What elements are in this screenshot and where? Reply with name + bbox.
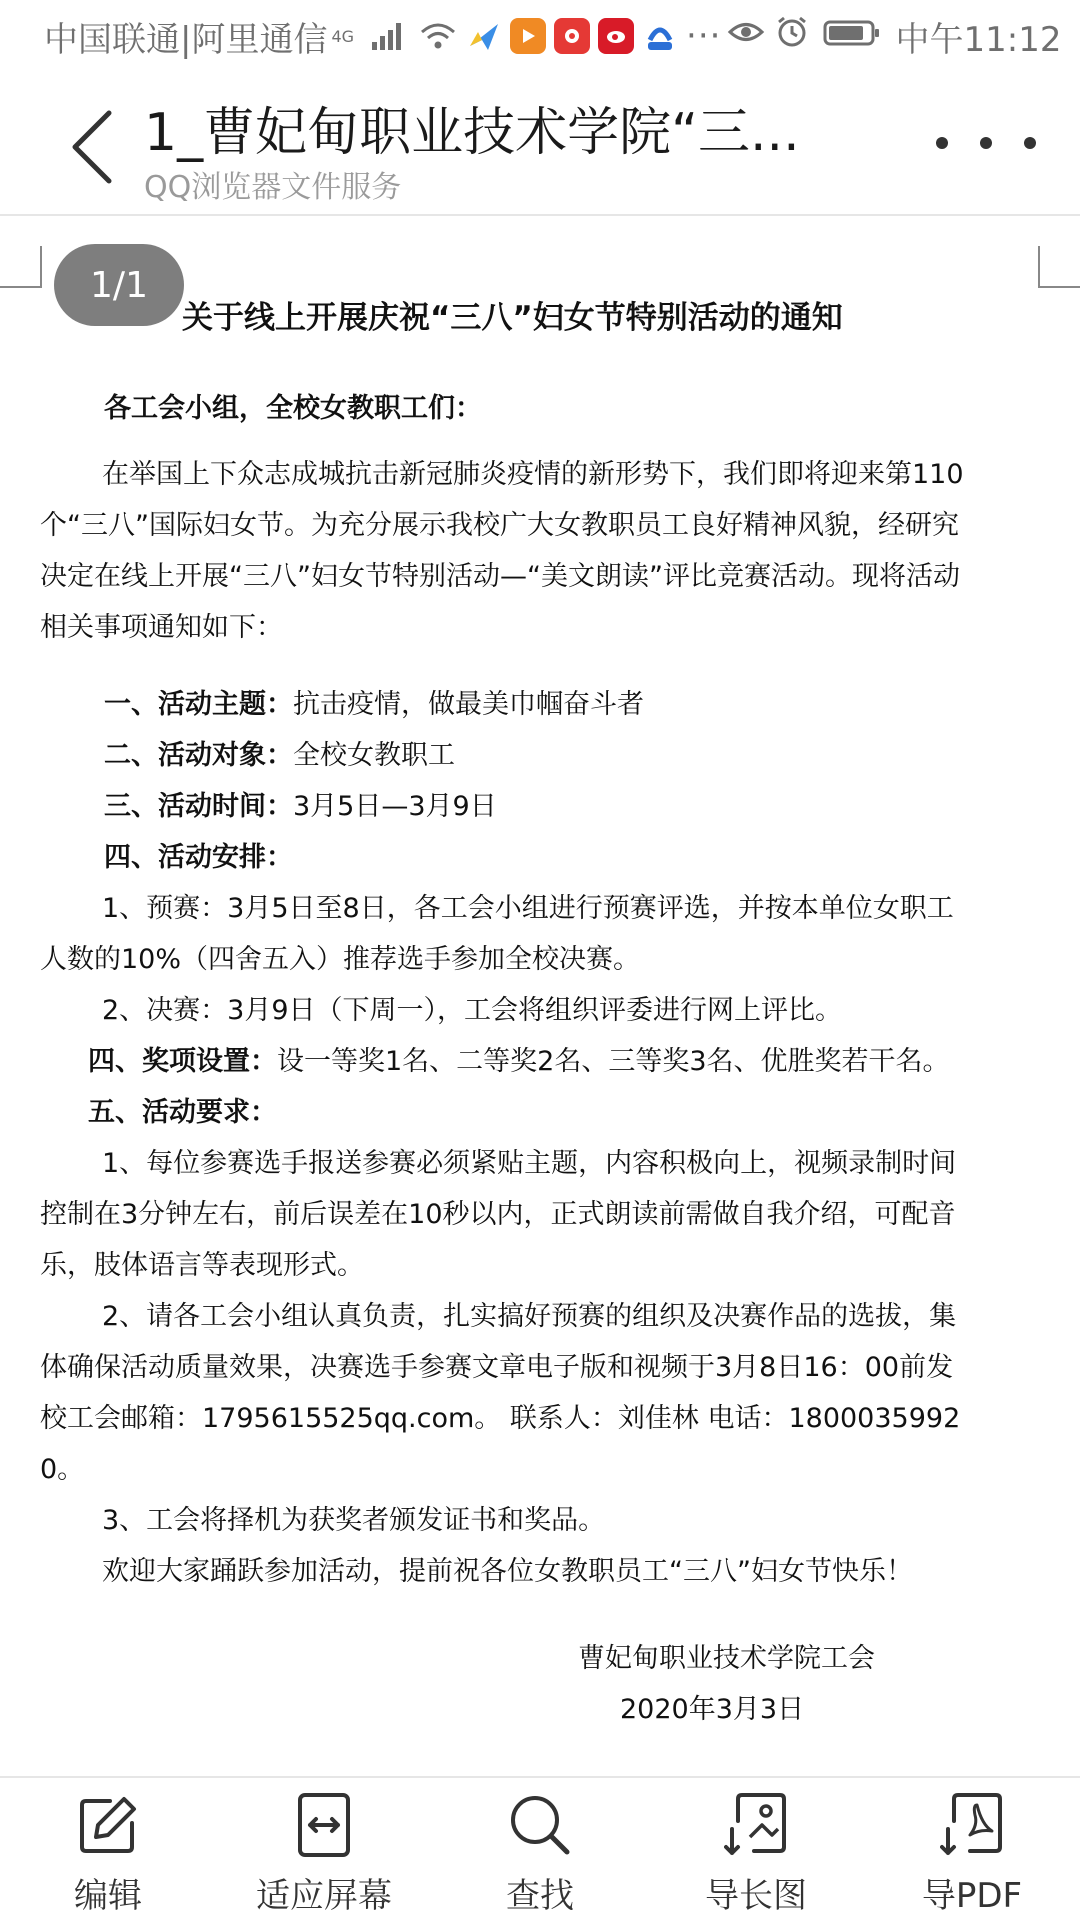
status-icons [362, 18, 678, 54]
alarm-icon [775, 15, 809, 58]
item-time [104, 784, 497, 823]
item-text: 3月5日—3月9日 [293, 791, 497, 822]
requirement-line: 乐，肢体语言等表现形式。 [40, 1250, 364, 1281]
fit-screen-icon [289, 1790, 359, 1860]
intro-line: 个“三八”国际妇女节。为充分展示我校广大女教职员工良好精神风貌，经研究 [40, 510, 959, 541]
bottom-toolbar [0, 1776, 1080, 1920]
item-text: 抗击疫情，做最美巾帼奋斗者 [293, 689, 644, 720]
requirement-line: 3、工会将择机为获奖者颁发证书和奖品。 [102, 1505, 606, 1536]
more-notifications-indicator: ··· [686, 16, 722, 56]
greeting: 各工会小组，全校女教职工们： [104, 393, 482, 424]
page-crop-mark-left [0, 246, 42, 288]
long-image-icon [721, 1790, 791, 1860]
document-source: QQ浏览器文件服务 [144, 170, 402, 205]
awards [88, 1039, 950, 1078]
search-icon [505, 1790, 575, 1860]
fit-screen-button[interactable] [224, 1778, 424, 1918]
intro-line: 决定在线上开展“三八”妇女节特别活动—“美文朗读”评比竞赛活动。现将活动 [40, 561, 960, 592]
arrangement-line: 2、决赛：3月9日（下周一），工会将组织评委进行网上评比。 [102, 995, 843, 1026]
requirements-heading: 五、活动要求： [88, 1097, 277, 1128]
item-label: 二、活动对象： [104, 740, 293, 771]
app-header [0, 72, 1080, 216]
edit-icon [73, 1790, 143, 1860]
closing-line: 欢迎大家踊跃参加活动，提前祝各位女教职员工“三八”妇女节快乐！ [102, 1556, 913, 1587]
chevron-left-icon [69, 109, 113, 185]
app-notification-icon-1 [466, 18, 502, 54]
export-long-image-label: 导长图 [705, 1876, 807, 1916]
fit-screen-label: 适应屏幕 [256, 1876, 392, 1916]
item-theme [104, 682, 644, 721]
requirement-line: 校工会邮箱：1795615525qq.com。 联系人：刘佳林 电话：1800035992 [40, 1403, 961, 1434]
page-indicator: 1/1 [54, 244, 184, 326]
carrier-label: 中国联通|阿里通信 [44, 19, 328, 60]
network-type: 4G [331, 26, 355, 46]
pdf-icon [937, 1790, 1007, 1860]
page-crop-mark-right [1038, 246, 1080, 288]
item-label: 三、活动时间： [104, 791, 293, 822]
requirement-line: 控制在3分钟左右，前后误差在10秒以内，正式朗读前需做自我介绍，可配音 [40, 1199, 956, 1230]
requirement-line: 1、每位参赛选手报送参赛必须紧贴主题，内容积极向上，视频录制时间 [102, 1148, 957, 1179]
requirement-line: 体确保活动质量效果，决赛选手参赛文章电子版和视频于3月8日16：00前发 [40, 1352, 954, 1383]
arrangement-line: 人数的10%（四舍五入）推荐选手参加全校决赛。 [40, 944, 641, 975]
back-button[interactable] [56, 102, 126, 192]
news-app-icon [554, 18, 590, 54]
battery-icon [823, 16, 881, 56]
requirement-line: 0。 [40, 1454, 85, 1485]
dot-icon [980, 137, 992, 149]
status-bar [0, 0, 1080, 72]
video-app-icon [510, 18, 546, 54]
app-notification-icon-4 [598, 18, 634, 54]
weibo-app-icon [598, 18, 634, 54]
clock: 中午11:12 [895, 19, 1062, 60]
app-notification-icon-3 [554, 18, 590, 54]
dot-icon [936, 137, 948, 149]
item-label: 一、活动主题： [104, 689, 293, 720]
signature-date: 2020年3月3日 [620, 1694, 805, 1725]
signal-icon [370, 20, 410, 52]
arrangement-heading: 四、活动安排： [104, 842, 293, 873]
awards-label: 四、奖项设置： [88, 1046, 277, 1077]
signature-organization: 曹妃甸职业技术学院工会 [578, 1643, 875, 1674]
document-viewer[interactable] [0, 216, 1080, 1776]
intro-line: 在举国上下众志成城抗击新冠肺炎疫情的新形势下，我们即将迎来第110 [102, 459, 964, 490]
dot-icon [1024, 137, 1036, 149]
intro-line: 相关事项通知如下： [40, 612, 283, 643]
awards-text: 设一等奖1名、二等奖2名、三等奖3名、优胜奖若干名。 [277, 1046, 950, 1077]
edit-button[interactable] [8, 1778, 208, 1918]
eye-comfort-icon [727, 16, 765, 56]
app-notification-icon-2 [510, 18, 546, 54]
item-participants [104, 733, 455, 772]
find-label: 查找 [506, 1876, 574, 1916]
export-long-image-button[interactable] [656, 1778, 856, 1918]
requirement-line: 2、请各工会小组认真负责，扎实搞好预赛的组织及决赛作品的选拔，集 [102, 1301, 957, 1332]
wifi-icon [418, 20, 458, 52]
arrangement-line: 1、预赛：3月5日至8日，各工会小组进行预赛评选，并按本单位女职工 [102, 893, 954, 924]
item-text: 全校女教职工 [293, 740, 455, 771]
app-notification-icon-5 [642, 18, 678, 54]
edit-label: 编辑 [74, 1876, 142, 1916]
export-pdf-label: 导PDF [921, 1876, 1023, 1916]
find-button[interactable] [440, 1778, 640, 1918]
notice-title: 关于线上开展庆祝“三八”妇女节特别活动的通知 [182, 300, 843, 336]
more-options-button[interactable] [936, 128, 1036, 158]
export-pdf-button[interactable] [872, 1778, 1072, 1918]
document-title: 1_曹妃甸职业技术学院“三... [144, 103, 800, 163]
